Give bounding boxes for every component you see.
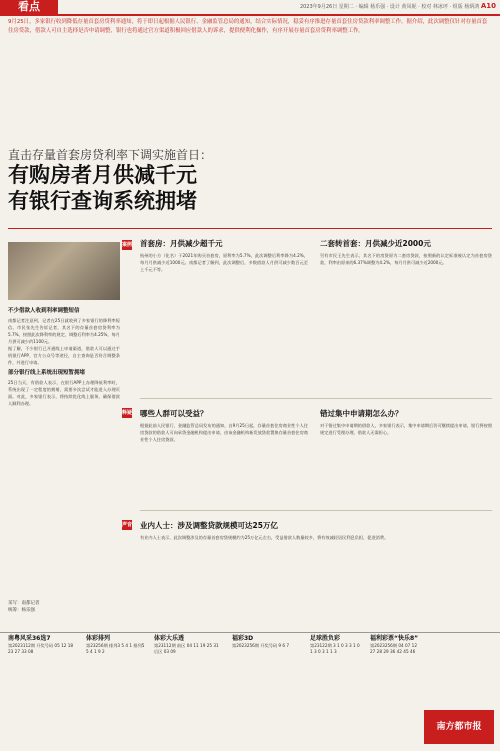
body-first-home: 杭州的小方（化名）于2021年购买首套房，原利率为5.7%，此次调整后利率降为4.2%，每月月供减少近1000元。南都记者了解到，此次调整后，多数借款人月供可减少数百元至上千元不等。 (140, 253, 308, 272)
masthead-ad: 南方都市报 (424, 710, 494, 744)
body-who-benefits: 根据此前人民银行、金融监管总局发布的通知，自9月25日起，存量首套住房商业性个人住房贷款的借款人可向承贷金融机构提出申请，由该金融机构新发放贷款置换存量首套住房商业性个人住房贷款。 (140, 423, 308, 442)
subheading-second-to-first: 二套转首套：月供减少近2000元 (320, 239, 431, 248)
paragraph: 南都记者注意到，记者在25日就收到了多家银行的降利率短信。市民张先生告诉记者，其名下的存量首套房贷利率为5.7%，按照此次降利率的规定，调整后利率为4.25%，每月月供可减少约1100元。 (8, 318, 120, 344)
body-missed-period: 对于错过集中申请期的借款人，多家银行表示，集中申请期后仍可继续提出申请，银行将按照规定进行受理办理，借款人无需担心。 (320, 423, 492, 435)
lottery-box: 足球胜负彩 第23122期 3 1 0 3 3 1 0 1 3 0 3 1 1 3 (310, 635, 360, 654)
body-second-to-first: 另有市民王先生表示，其名下的房贷原为二套房贷款，按照新的认定标准被认定为首套房贷款，利率由原来的6.37%调整为4.2%，每月月供可减少近2000元。 (320, 253, 492, 265)
lottery-box: 体彩排列 第23256期 排列3 5 4 1 排列5 5 4 1 9 2 (86, 635, 145, 654)
body-industry-voice: 有业内人士表示，此次调整涉及的存量首套房贷规模约为25万亿元左右，受益借款人数量较多，将有效减轻居民利息负担，促进消费。 (140, 535, 389, 540)
byline: 采写：南都记者 统筹：杨乐强 (8, 601, 40, 613)
tag-voice: 声音 (122, 522, 133, 528)
header-info: 2023年9月26日 星期二 · 编辑 杨乐强 · 设计 黄凤妮 · 校对 林冰坪 · 组版 杨炳鸿 A10 (299, 2, 496, 10)
lottery-box: 福彩3D 第2023256期 开奖号码 9 6 7 (232, 635, 290, 648)
lottery-box: 福利彩票“快乐8” 第2023256期 04 07 12 27 28 29 36 42 45 46 (370, 635, 419, 654)
paragraph: 25日当天，有借款人表示，在银行APP上办理降低利率时，系统出现了一定程度的拥堵，需要多次尝试才能进入办理页面。对此，多家银行表示，将持续优化线上服务，确保借款人顺利办理。 (8, 380, 120, 406)
kicker: 直击存量首套房贷利率下调实施首日： (8, 148, 213, 162)
tag-explain: 释疑 (122, 410, 133, 416)
lottery-box: 体彩大乐透 第23112期 前区 04 11 19 25 31 后区 03 09 (154, 635, 219, 654)
divider (140, 510, 492, 511)
headline-line-1: 有购房者月供减千元 (8, 162, 197, 187)
column-1 (8, 304, 120, 407)
section-heading: 部分银行线上系统出现短暂拥堵 (8, 370, 86, 376)
tag-case: 案例 (122, 242, 133, 248)
divider (140, 398, 492, 399)
headline-divider (8, 228, 492, 229)
news-photo (8, 242, 120, 300)
headline-line-2: 有银行查询系统拥堵 (8, 188, 197, 213)
page-header (0, 0, 500, 16)
subheading-who-benefits: 哪些人群可以受益？ (140, 409, 208, 418)
section-heading: 不少借款人收到利率调整短信 (8, 308, 80, 314)
lead-paragraph: 9月25日，多家银行收到降低存量首套房贷利率通知，将于即日起根据人民银行、金融监管总局的通知，结合实际情况，稳妥有序推进存量首套住房贷款利率调整工作。据介绍，此次调整仅针对存量首套住房贷款，借款人可自主选择是否申请调整，银行也将通过官方渠道积极回应借款人的诉求，提供便利化操作，有序开展存量首套房贷利率调整工作。 (8, 19, 488, 34)
headline (8, 162, 197, 214)
paragraph: 据了解，不少银行已开通线上申请渠道，借款人可以通过手机银行APP、官方公众号等途径，自主查询是否符合调整条件，并进行申请。 (8, 346, 120, 365)
subheading-missed-period: 错过集中申请期怎么办？ (320, 409, 403, 418)
section-logo: 看点 (0, 0, 58, 14)
subheading-first-home: 首套房：月供减少超千元 (140, 239, 223, 248)
subheading-industry-voice: 业内人士：涉及调整贷款规模可达25万亿 (140, 521, 278, 530)
page-number: A10 (480, 2, 496, 10)
lottery-box: 南粤风采36选7 第2023112期 开奖号码 05 12 18 23 27 33 08 (8, 635, 74, 654)
